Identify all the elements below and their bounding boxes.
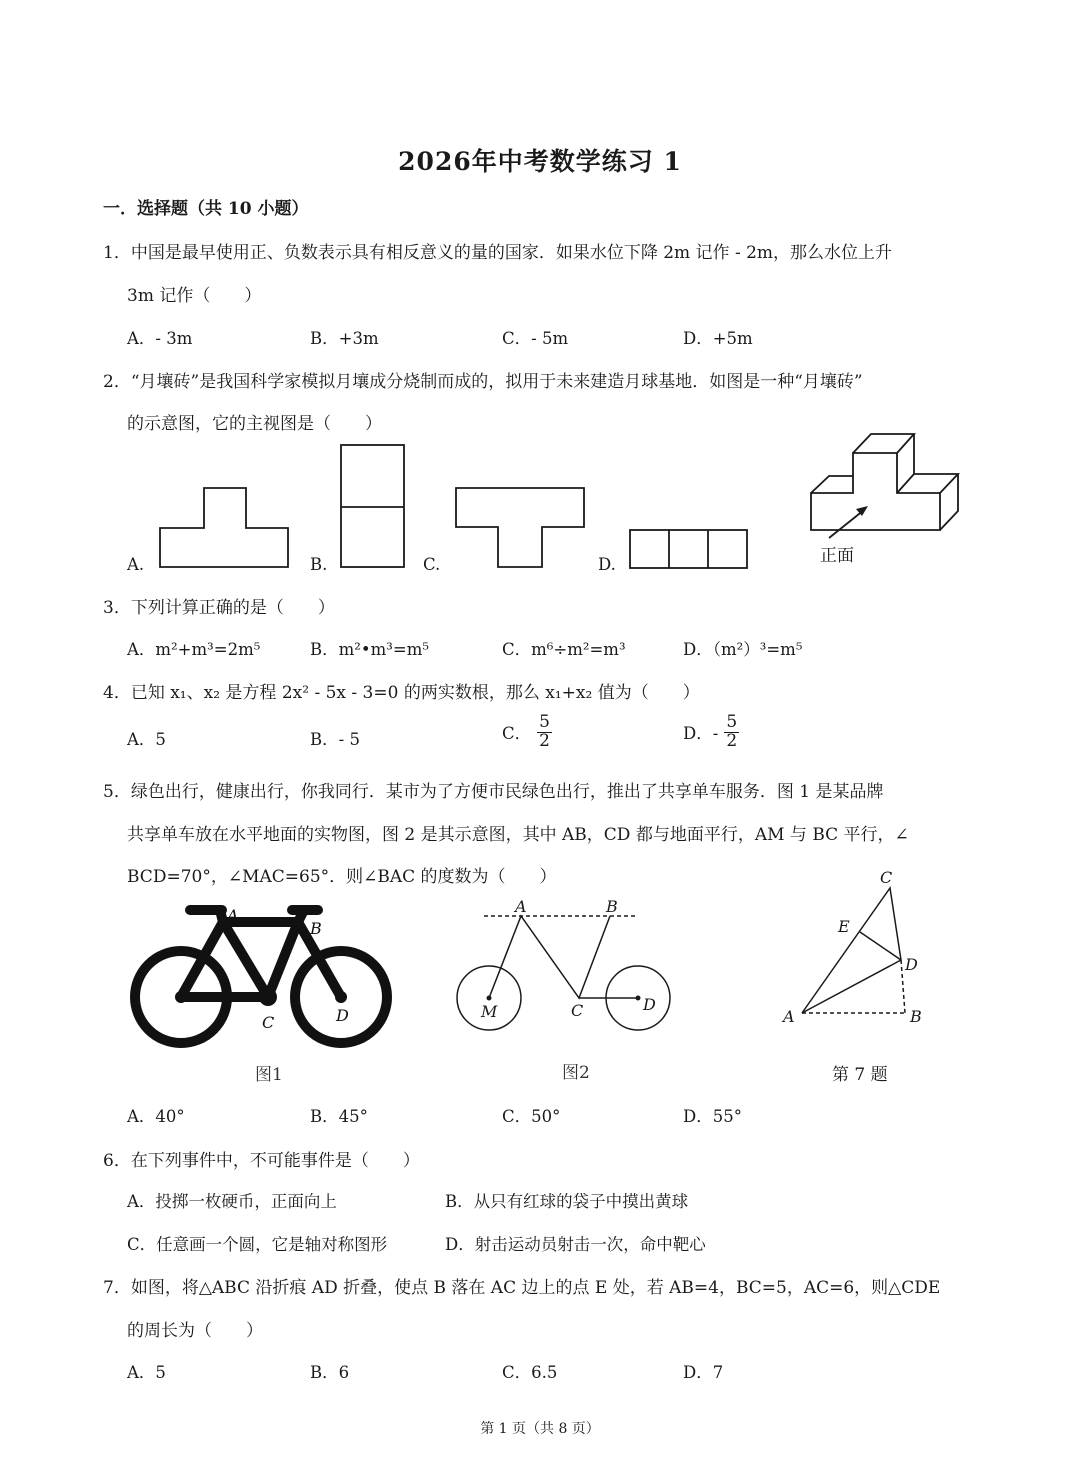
fig1-label-c: C xyxy=(262,1013,275,1032)
q2-option-c: C. xyxy=(423,555,441,574)
fig7-label-c: C xyxy=(880,868,893,887)
q7-option-d: D．7 xyxy=(683,1363,724,1382)
fig2-label-c: C xyxy=(571,1001,584,1020)
q1-option-a: A．- 3m xyxy=(127,329,193,348)
q6-stem: 6．在下列事件中，不可能事件是（ ） xyxy=(103,1151,420,1171)
fig7-label-e: E xyxy=(838,917,850,936)
bicycle-figure xyxy=(135,910,387,1043)
q7-stem-line2: 的周长为（ ） xyxy=(127,1321,263,1341)
q5-option-b: B．45° xyxy=(310,1107,368,1126)
q1-option-c: C．- 5m xyxy=(502,329,569,348)
q3-option-c: C．m⁶÷m²=m³ xyxy=(502,640,626,659)
q7-option-a: A．5 xyxy=(127,1363,166,1382)
q3-stem: 3．下列计算正确的是（ ） xyxy=(103,598,335,618)
q4-option-a: A．5 xyxy=(127,730,166,749)
q6-option-d: D．射击运动员射击一次，命中靶心 xyxy=(445,1235,706,1254)
q1-option-d: D．+5m xyxy=(683,329,753,348)
page-title: 2026年中考数学练习 1 xyxy=(398,147,682,176)
q4-option-d-label: D．- xyxy=(683,724,719,744)
q2-option-a: A. xyxy=(127,555,145,574)
fig1-label-a: A xyxy=(227,906,239,925)
q3-option-a: A．m²+m³=2m⁵ xyxy=(127,640,261,659)
q1-stem-line1: 1．中国是最早使用正、负数表示具有相反意义的量的国家．如果水位下降 2m 记作 - 2m，那么水位上升 xyxy=(103,243,893,263)
q4-option-b: B．- 5 xyxy=(310,730,360,749)
fig7-label-b: B xyxy=(910,1007,922,1026)
q1-stem-line2: 3m 记作（ ） xyxy=(127,286,262,306)
q1-option-b: B．+3m xyxy=(310,329,379,348)
q5-stem-line3: BCD=70°，∠MAC=65°．则∠BAC 的度数为（ ） xyxy=(127,867,557,887)
page-footer: 第 1 页（共 8 页） xyxy=(480,1421,600,1437)
q5-stem-line2: 共享单车放在水平地面的实物图，图 2 是其示意图，其中 AB，CD 都与地面平行，AM 与 BC 平行，∠ xyxy=(127,825,909,845)
fig7-label-d: D xyxy=(905,955,918,974)
q4-option-c-label: C． xyxy=(502,724,532,744)
q2-stem-line1: 2．“月壤砖”是我国科学家模拟月壤成分烧制而成的，拟用于未来建造月球基地．如图是一种“月壤砖” xyxy=(103,372,863,392)
q6-option-a: A．投掷一枚硬币，正面向上 xyxy=(127,1192,337,1211)
fig1-caption: 图1 xyxy=(255,1065,283,1085)
q5-stem-line1: 5．绿色出行，健康出行，你我同行．某市为了方便市民绿色出行，推出了共享单车服务．图 1 是某品牌 xyxy=(103,782,884,802)
q2-option-b: B. xyxy=(310,555,328,574)
q4-stem: 4．已知 x₁、x₂ 是方程 2x² - 5x - 3=0 的两实数根，那么 x₁+x₂ 值为（ ） xyxy=(103,683,700,703)
q5-option-c: C．50° xyxy=(502,1107,561,1126)
q3-option-d: D．（m²）³=m⁵ xyxy=(683,640,803,659)
section-heading: 一．选择题（共 10 小题） xyxy=(103,199,309,219)
fig2-label-d: D xyxy=(643,995,656,1014)
q7-option-b: B．6 xyxy=(310,1363,350,1382)
q7-option-c: C．6.5 xyxy=(502,1363,558,1382)
q7-triangle-figure xyxy=(802,888,905,1013)
q2-stem-line2: 的示意图，它的主视图是（ ） xyxy=(127,414,382,434)
q4-option-d-fraction: $\frac{5}{2}$ xyxy=(726,712,738,751)
fig2-label-m: M xyxy=(481,1002,498,1021)
front-label: 正面 xyxy=(820,546,854,566)
q2-option-d: D. xyxy=(598,555,616,574)
q6-option-b: B．从只有红球的袋子中摸出黄球 xyxy=(445,1192,689,1211)
fig2-label-a: A xyxy=(515,897,527,916)
q3-option-b: B．m²•m³=m⁵ xyxy=(310,640,429,659)
fig2-label-b: B xyxy=(606,897,618,916)
fig7-caption: 第 7 题 xyxy=(832,1065,888,1085)
q5-option-a: A．40° xyxy=(127,1107,185,1126)
q7-stem-line1: 7．如图，将△ABC 沿折痕 AD 折叠，使点 B 落在 AC 边上的点 E 处，若 AB=4，BC=5，AC=6，则△CDE xyxy=(103,1278,941,1298)
fig2-caption: 图2 xyxy=(562,1063,590,1083)
q5-option-d: D．55° xyxy=(683,1107,742,1126)
q4-option-c-fraction: $\frac{5}{2}$ xyxy=(539,712,550,751)
fig1-label-b: B xyxy=(310,919,322,938)
fig7-label-a: A xyxy=(783,1007,795,1026)
q6-option-c: C．任意画一个圆，它是轴对称图形 xyxy=(127,1235,388,1254)
fig1-label-d: D xyxy=(336,1006,349,1025)
